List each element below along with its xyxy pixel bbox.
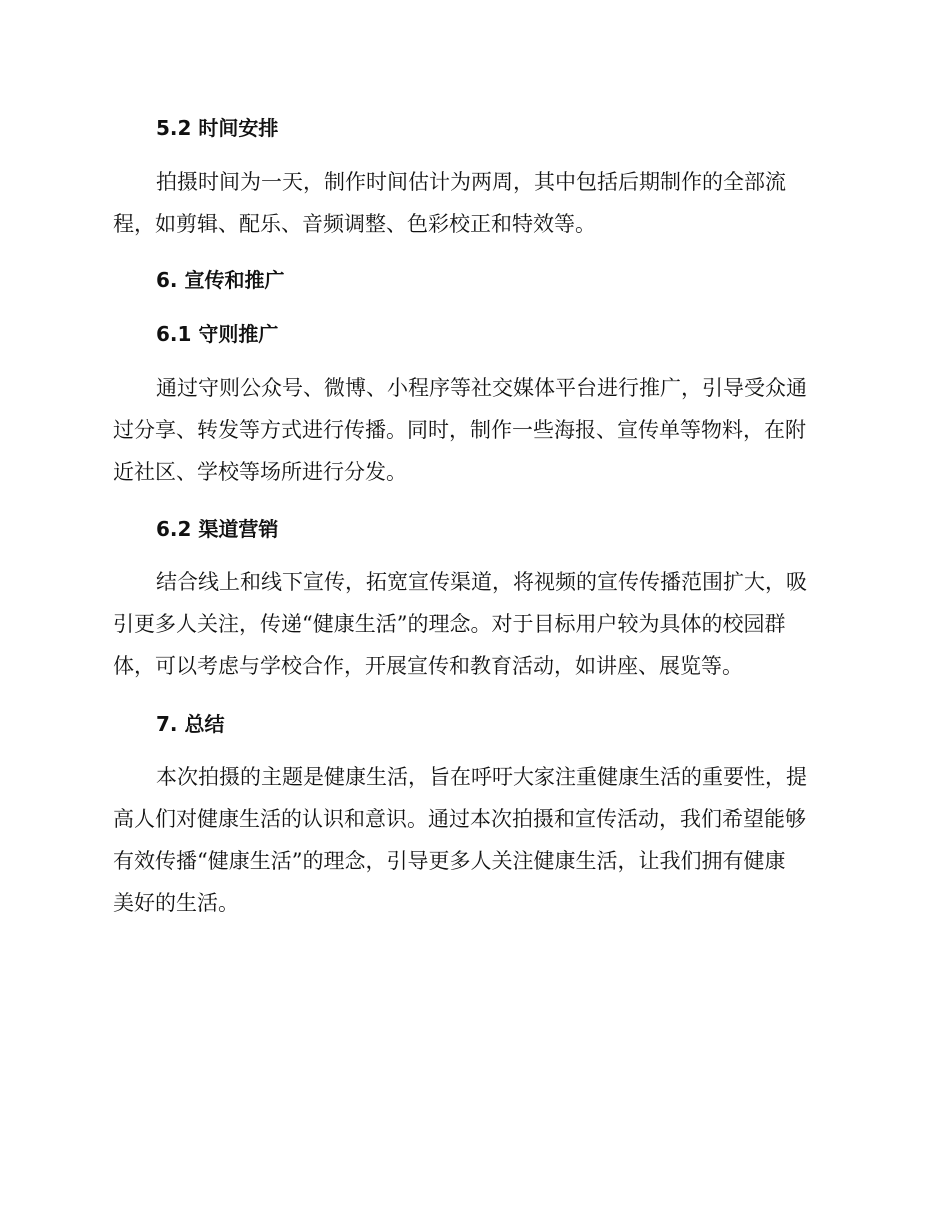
paragraph-line: 美好的生活。 [113, 891, 239, 915]
paragraph-line: 近社区、学校等场所进行分发。 [113, 460, 407, 484]
paragraph-line: 过分享、转发等方式进行传播。同时，制作一些海报、宣传单等物料，在附 [113, 418, 806, 442]
paragraph-channel-marketing [113, 561, 829, 687]
paragraph-time-schedule [113, 161, 829, 245]
section-heading-6-1: 6.1 守则推广 [156, 322, 279, 346]
paragraph-line: 引更多人关注，传递“健康生活”的理念。对于目标用户较为具体的校园群 [113, 612, 786, 636]
section-heading-6: 6. 宣传和推广 [156, 268, 285, 292]
section-heading-5-2: 5.2 时间安排 [156, 116, 279, 140]
paragraph-line: 结合线上和线下宣传，拓宽宣传渠道，将视频的宣传传播范围扩大，吸 [156, 570, 807, 594]
paragraph-line: 本次拍摄的主题是健康生活，旨在呼吁大家注重健康生活的重要性，提 [156, 765, 807, 789]
paragraph-line: 程，如剪辑、配乐、音频调整、色彩校正和特效等。 [113, 212, 596, 236]
paragraph-line: 体，可以考虑与学校合作，开展宣传和教育活动，如讲座、展览等。 [113, 654, 743, 678]
paragraph-summary [113, 756, 829, 924]
section-heading-6-2: 6.2 渠道营销 [156, 517, 279, 541]
paragraph-line: 通过守则公众号、微博、小程序等社交媒体平台进行推广，引导受众通 [156, 376, 807, 400]
paragraph-line: 高人们对健康生活的认识和意识。通过本次拍摄和宣传活动，我们希望能够 [113, 807, 806, 831]
paragraph-promotion [113, 367, 829, 493]
section-heading-7: 7. 总结 [156, 712, 225, 736]
paragraph-line: 拍摄时间为一天，制作时间估计为两周，其中包括后期制作的全部流 [156, 170, 786, 194]
paragraph-line: 有效传播“健康生活”的理念，引导更多人关注健康生活，让我们拥有健康 [113, 849, 786, 873]
